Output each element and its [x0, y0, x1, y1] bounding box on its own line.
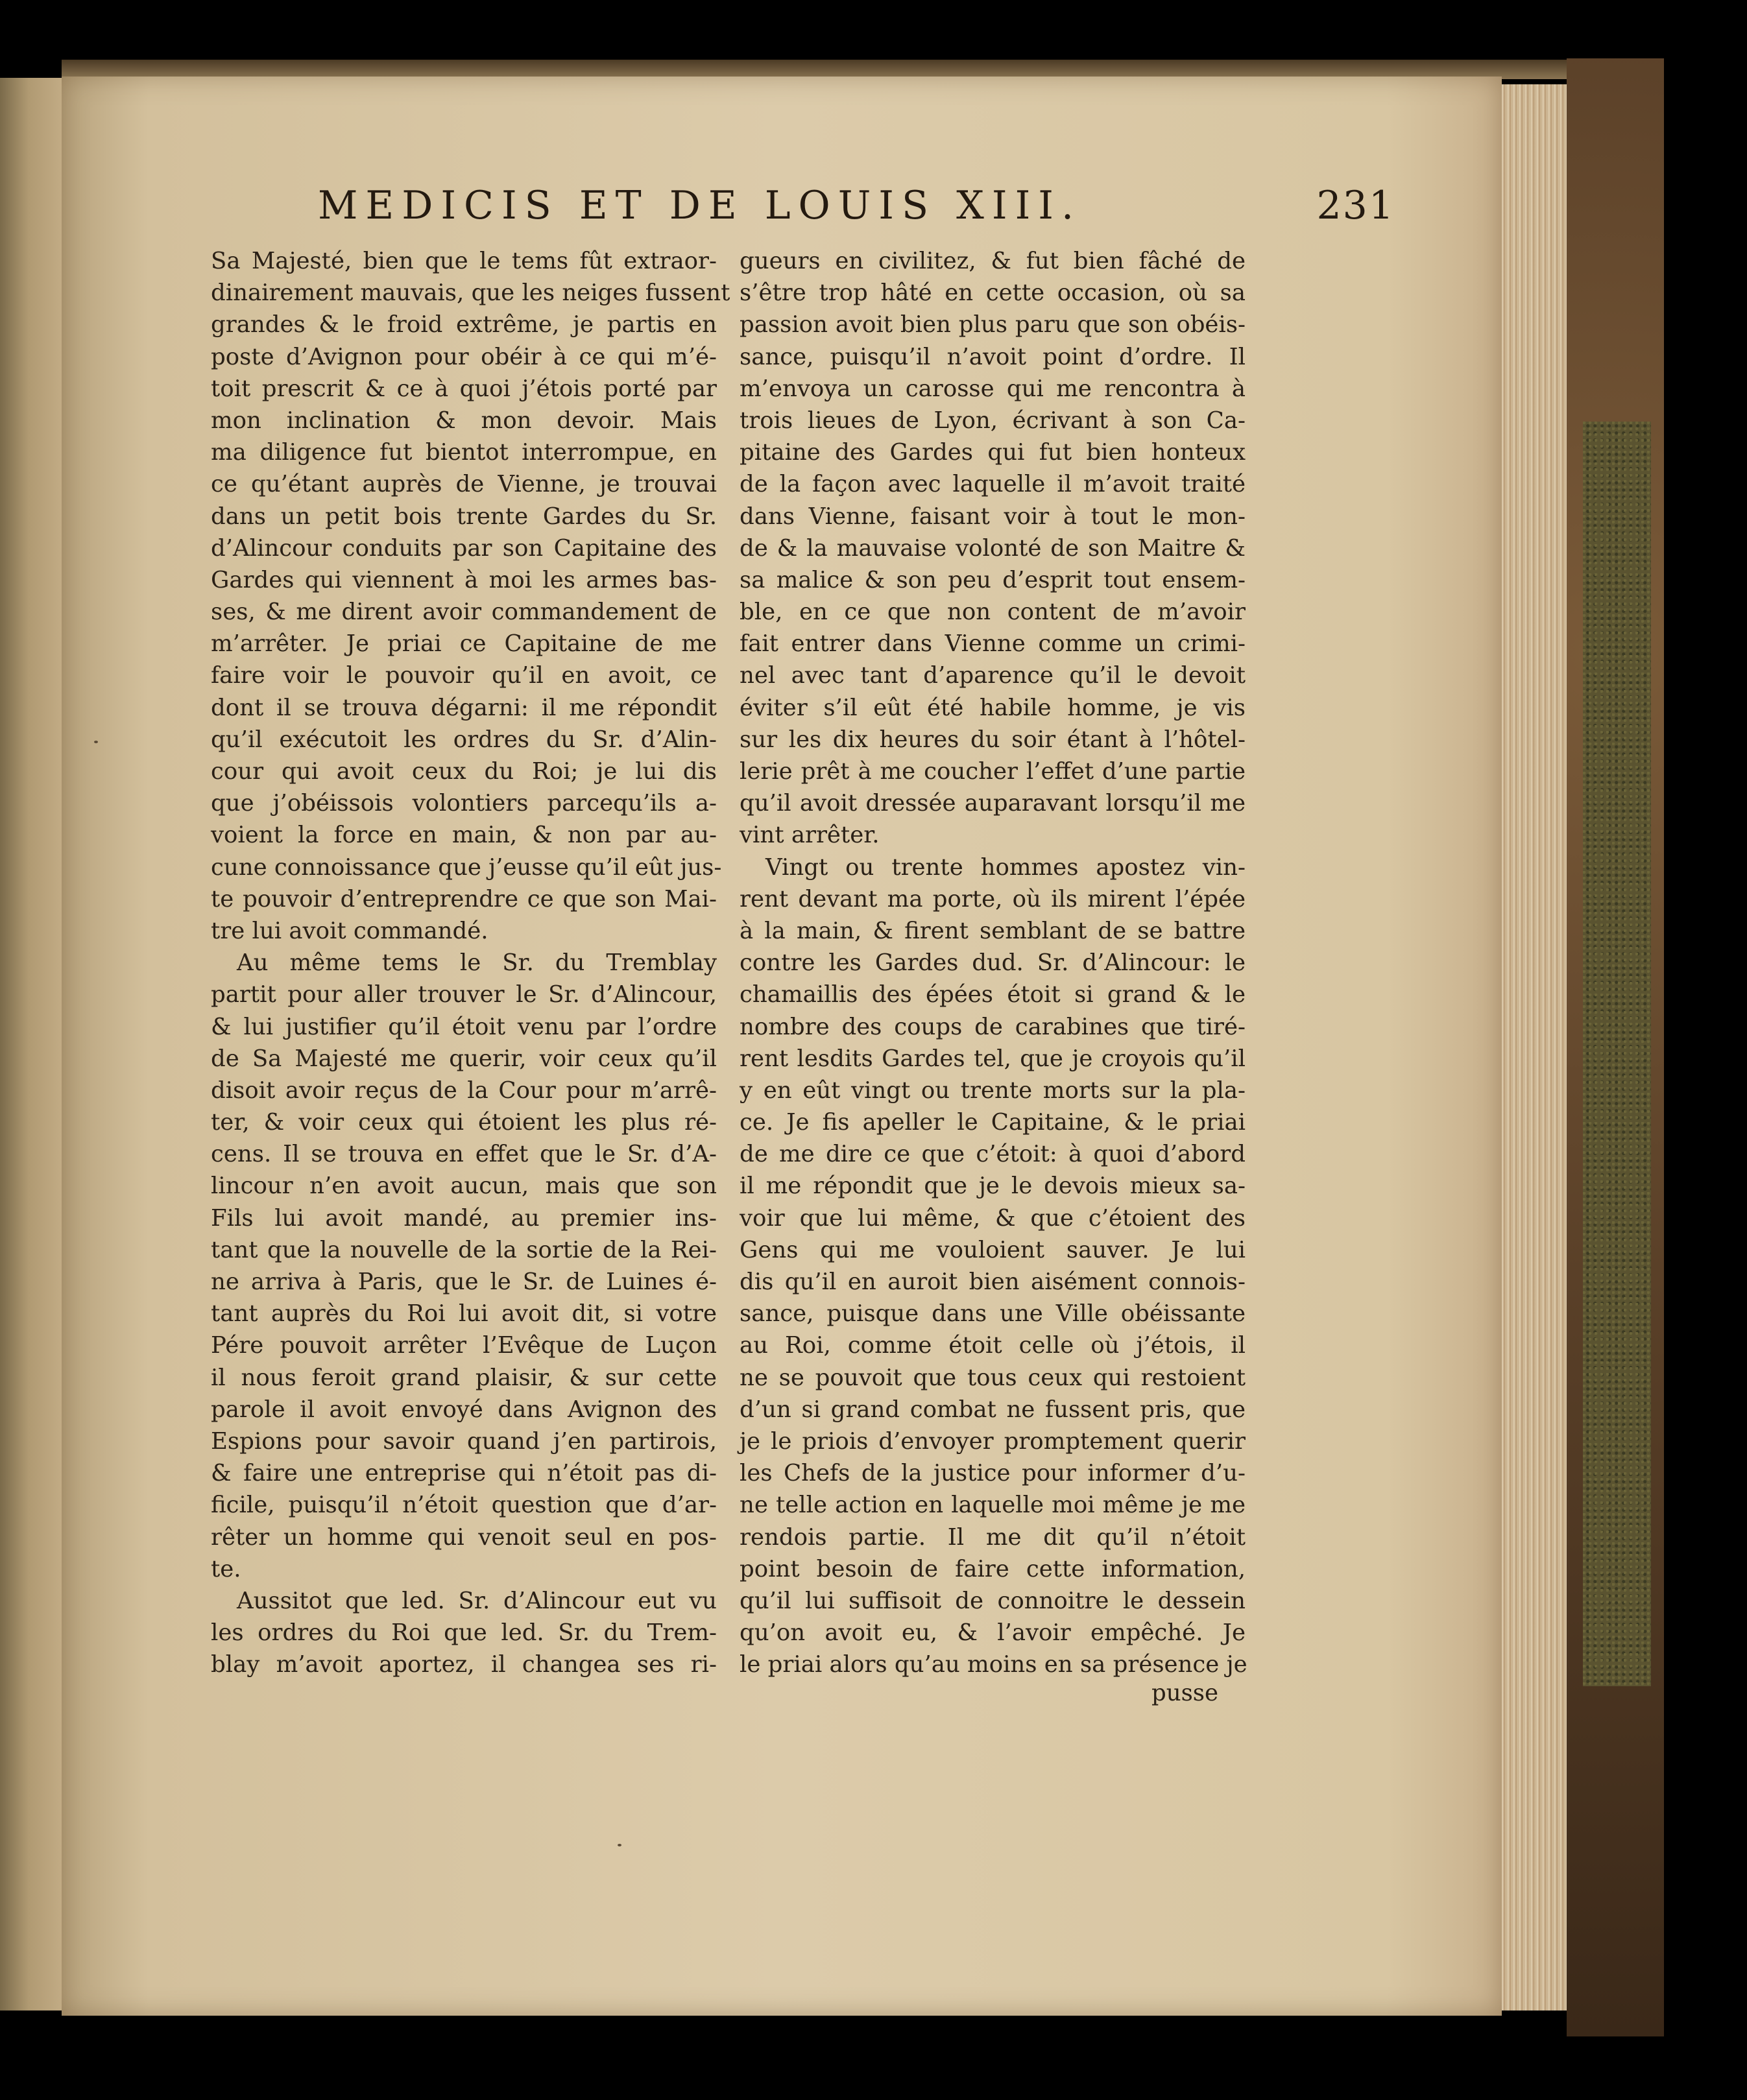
- text-line: cune connoissance que j’eusse qu’il eût jus-: [211, 853, 722, 881]
- page-number: 231: [1316, 183, 1395, 228]
- text-line: voir que lui même, & que c’étoient des: [740, 1204, 1246, 1232]
- text-line: disoit avoir reçus de la Cour pour m’arrê-: [211, 1077, 717, 1104]
- text-line: vint arrêter.: [740, 822, 880, 849]
- text-line: s’être trop hâté en cette occasion, où sa: [740, 280, 1246, 307]
- text-line: lincour n’en avoit aucun, mais que son: [211, 1173, 717, 1200]
- text-line: à la main, & firent semblant de se battre: [740, 917, 1246, 944]
- text-line: que j’obéissois volontiers parcequ’ils a-: [211, 790, 717, 817]
- text-line: dont il se trouva dégarni: il me répondit: [211, 694, 717, 721]
- text-line: lerie prêt à me coucher l’effet d’une partie: [740, 758, 1246, 785]
- text-line: ne telle action en laquelle moi même je me: [740, 1492, 1246, 1519]
- running-head: [318, 183, 1395, 235]
- text-line: grandes & le froid extrême, je partis en: [211, 311, 717, 339]
- text-line: de me dire ce que c’étoit: à quoi d’abord: [740, 1141, 1246, 1168]
- text-line: m’arrêter. Je priai ce Capitaine de me: [211, 630, 717, 658]
- text-line: Gardes qui viennent à moi les armes bas-: [211, 566, 717, 593]
- running-title: MEDICIS ET DE LOUIS XIII.: [318, 183, 1082, 228]
- text-line: toit prescrit & ce à quoi j’étois porté par: [211, 375, 717, 402]
- text-line: ne se pouvoit que tous ceux qui restoient: [740, 1364, 1246, 1391]
- text-line: & faire une entreprise qui n’étoit pas di-: [211, 1460, 717, 1487]
- text-line: il me répondit que je le devois mieux sa-: [740, 1173, 1246, 1200]
- text-line: y en eût vingt ou trente morts sur la pla-: [740, 1077, 1246, 1104]
- text-line: sa malice & son peu d’esprit tout ensem-: [740, 566, 1246, 593]
- text-line: je le priois d’envoyer promptement querir: [740, 1427, 1246, 1455]
- text-line: ne arriva à Paris, que le Sr. de Luines é-: [211, 1269, 717, 1295]
- text-line: point besoin de faire cette information,: [740, 1555, 1246, 1582]
- text-line: d’un si grand combat ne fussent pris, que: [740, 1396, 1246, 1423]
- text-line: tant que la nouvelle de la sortie de la Rei-: [211, 1236, 717, 1263]
- text-line: te pouvoir d’entreprendre ce que son Mai-: [211, 885, 717, 913]
- text-line: ficile, puisqu’il n’étoit question que d’ar-: [211, 1492, 717, 1519]
- text-line: Gens qui me vouloient sauver. Je lui: [740, 1236, 1246, 1263]
- text-line: ce. Je fis apeller le Capitaine, & le priai: [740, 1109, 1246, 1136]
- text-line: pitaine des Gardes qui fut bien honteux: [740, 439, 1246, 466]
- text-line: chamaillis des épées étoit si grand & le: [740, 981, 1246, 1008]
- text-line: dinairement mauvais, que les neiges fussent: [211, 280, 730, 307]
- text-line: Espions pour savoir quand j’en partirois,: [211, 1427, 717, 1455]
- text-line: cens. Il se trouva en effet que le Sr. d’A-: [211, 1141, 717, 1168]
- catchword: pusse: [1151, 1680, 1219, 1706]
- text-line: mon inclination & mon devoir. Mais: [211, 407, 717, 434]
- page-blemish: [94, 741, 98, 743]
- text-line: voient la force en main, & non par au-: [211, 822, 717, 849]
- cover-marbling: [1583, 422, 1651, 1686]
- text-line: Aussitot que led. Sr. d’Alincour eut vu: [237, 1587, 717, 1614]
- text-line: sur les dix heures du soir étant à l’hôtel-: [740, 726, 1246, 753]
- text-line: parole il avoit envoyé dans Avignon des: [211, 1396, 717, 1423]
- text-line: qu’il exécutoit les ordres du Sr. d’Alin-: [211, 726, 717, 753]
- text-line: trois lieues de Lyon, écrivant à son Ca-: [740, 407, 1246, 434]
- text-line: les ordres du Roi que led. Sr. du Trem-: [211, 1619, 717, 1647]
- text-line: d’Alincour conduits par son Capitaine des: [211, 534, 717, 562]
- text-line: m’envoya un carosse qui me rencontra à: [740, 375, 1246, 402]
- text-line: Vingt ou trente hommes apostez vin-: [765, 853, 1246, 881]
- left-text-column: [211, 245, 730, 1680]
- text-line: ses, & me dirent avoir commandement de: [211, 599, 717, 626]
- text-line: tre lui avoit commandé.: [211, 917, 488, 944]
- text-line: de & la mauvaise volonté de son Maitre &: [740, 534, 1246, 562]
- text-line: cour qui avoit ceux du Roi; je lui dis: [211, 758, 717, 785]
- text-line: rent devant ma porte, où ils mirent l’épée: [740, 885, 1246, 913]
- text-line: dans Vienne, faisant voir à tout le mon-: [740, 503, 1246, 530]
- text-line: passion avoit bien plus paru que son obéis-: [740, 311, 1246, 339]
- text-line: ma diligence fut bientot interrompue, en: [211, 439, 717, 466]
- text-line: de Sa Majesté me querir, voir ceux qu’il: [211, 1045, 717, 1072]
- text-line: au Roi, comme étoit celle où j’étois, il: [740, 1332, 1246, 1359]
- text-line: ble, en ce que non content de m’avoir: [740, 599, 1246, 626]
- text-line: ce qu’étant auprès de Vienne, je trouvai: [211, 471, 717, 498]
- text-line: fait entrer dans Vienne comme un crimi-: [740, 630, 1246, 658]
- text-line: dis qu’il en auroit bien aisément connois-: [740, 1269, 1246, 1295]
- text-line: qu’on avoit eu, & l’avoir empêché. Je: [740, 1619, 1246, 1647]
- text-line: dans un petit bois trente Gardes du Sr.: [211, 503, 717, 530]
- text-line: nombre des coups de carabines que tiré-: [740, 1013, 1246, 1040]
- text-line: Au même tems le Sr. du Tremblay: [237, 949, 717, 977]
- text-line: ter, & voir ceux qui étoient les plus ré-: [211, 1109, 717, 1136]
- text-line: sance, puisque dans une Ville obéissante: [740, 1300, 1246, 1328]
- text-line: éviter s’il eût été habile homme, je vis: [740, 694, 1246, 721]
- page-blemish: [618, 1844, 621, 1846]
- right-text-column: [740, 245, 1246, 1680]
- text-line: nel avec tant d’aparence qu’il le devoit: [740, 662, 1246, 689]
- text-line: les Chefs de la justice pour informer d’u-: [740, 1460, 1246, 1487]
- text-line: blay m’avoit aportez, il changea ses ri-: [211, 1651, 717, 1678]
- text-line: faire voir le pouvoir qu’il en avoit, ce: [211, 662, 717, 689]
- text-line: & lui justifier qu’il étoit venu par l’ordre: [211, 1013, 717, 1040]
- text-line: il nous feroit grand plaisir, & sur cette: [211, 1364, 717, 1391]
- text-line: Pére pouvoit arrêter l’Evêque de Luçon: [211, 1332, 717, 1359]
- text-line: rêter un homme qui venoit seul en pos-: [211, 1523, 717, 1551]
- text-line: qu’il lui suffisoit de connoitre le dessein: [740, 1587, 1246, 1614]
- text-line: Fils lui avoit mandé, au premier ins-: [211, 1204, 717, 1232]
- text-line: poste d’Avignon pour obéir à ce qui m’é-: [211, 343, 717, 370]
- text-line: contre les Gardes dud. Sr. d’Alincour: le: [740, 949, 1246, 977]
- text-line: qu’il avoit dressée auparavant lorsqu’il me: [740, 790, 1246, 817]
- previous-page-edge: [0, 78, 71, 2011]
- text-line: partit pour aller trouver le Sr. d’Alincour,: [211, 981, 717, 1008]
- text-line: tant auprès du Roi lui avoit dit, si votre: [211, 1300, 717, 1328]
- text-line: sance, puisqu’il n’avoit point d’ordre. Il: [740, 343, 1246, 370]
- text-line: le priai alors qu’au moins en sa présence je: [740, 1651, 1247, 1678]
- text-line: gueurs en civilitez, & fut bien fâché de: [740, 248, 1246, 274]
- text-line: rendois partie. Il me dit qu’il n’étoit: [740, 1523, 1246, 1551]
- text-line: te.: [211, 1555, 241, 1582]
- text-line: de la façon avec laquelle il m’avoit traité: [740, 471, 1246, 498]
- text-line: Sa Majesté, bien que le tems fût extraor-: [211, 248, 717, 274]
- text-line: rent lesdits Gardes tel, que je croyois qu’il: [740, 1045, 1246, 1072]
